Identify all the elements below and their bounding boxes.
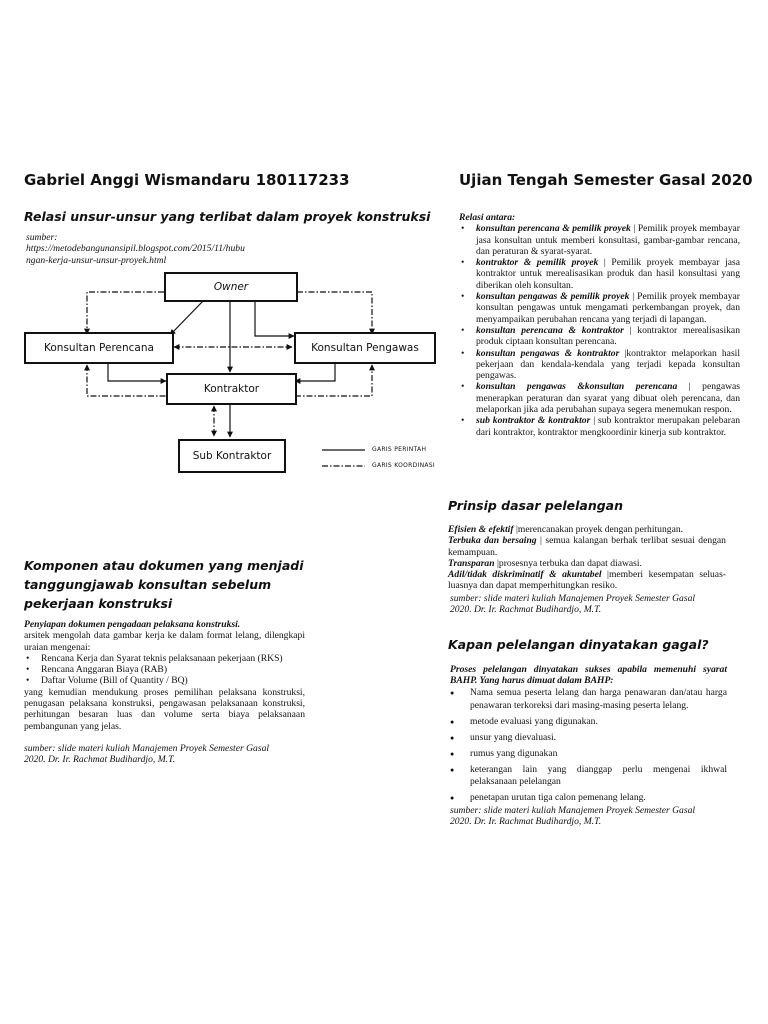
list-item: [459, 325, 740, 348]
relasi-term: konsultan pengawas &konsultan perencana: [476, 381, 678, 393]
relasi-desc: | Pemilik proyek membayar jasa konsultan untuk memberi konsultasi, gambar-gambar rencana, dan peraturan & syarat-syarat.: [476, 223, 740, 257]
line-perencana-kontraktor: [108, 364, 166, 381]
list-item: ● metode evaluasi yang digunakan.: [450, 716, 727, 729]
prinsip-term: Efisien & efektif: [448, 524, 514, 535]
prinsip-desc: |memberi kesempatan seluas-luasnya dan dapat memperhitungkan resiko.: [448, 569, 726, 592]
prinsip-body: [448, 524, 726, 592]
prinsip-item: [448, 558, 726, 569]
list-item: ● penetapan urutan tiga calon pemenang lelang.: [450, 792, 727, 805]
source-url-line-1: https://metodebangunansipil.blogspot.com/2015/11/hubu: [26, 243, 245, 255]
kontraktor-box: Kontraktor: [166, 373, 297, 405]
relasi-antara: [459, 212, 740, 438]
prinsip-desc: |merencanakan proyek dengan perhitungan.: [513, 524, 684, 535]
komponen-title-line: tanggungjawab konsultan sebelum: [24, 577, 272, 592]
relasi-term: konsultan pengawas & kontraktor: [476, 347, 620, 359]
relasi-desc: | sub kontraktor merupakan pelebaran dari kontraktor, kontraktor mengkoordinir kinerja sub kontraktor.: [476, 415, 740, 438]
author-heading: Gabriel Anggi Wismandaru 180117233: [24, 171, 350, 189]
relasi-desc: | Pemilik proyek membayar jasa kontraktor untuk merealisasikan produk dan hasil konsultasi yang diberikan oleh konsultan.: [476, 257, 740, 291]
owner-box: Owner: [164, 272, 298, 302]
list-item: [459, 257, 740, 291]
relasi-desc: | pengawas menerapkan peraturan dan syarat yang dibuat oleh perencana, dan melaporkan jika ada perubahan supaya segera menemukan respon.: [476, 381, 740, 416]
relasi-term: sub kontraktor & kontraktor: [476, 415, 591, 427]
komponen-title-line: pekerjaan konstruksi: [24, 596, 173, 611]
list-item: ● Nama semua peserta lelang dan harga penawaran dan/atau harga penawaran terkoreksi dari masing-masing peserta lelang.: [450, 687, 727, 712]
coord-owner-pengawas: [297, 292, 372, 334]
prinsip-title: Prinsip dasar pelelangan: [448, 498, 624, 513]
prinsip-desc: | semua kalangan berhak terlibat sesuai dengan kemampuan.: [448, 535, 726, 558]
prinsip-item: [448, 535, 726, 558]
komponen-list: [24, 653, 305, 687]
komponen-title: [24, 556, 324, 613]
list-item: • Daftar Volume (Bill of Quantity / BQ): [24, 675, 305, 686]
relasi-term: kontraktor & pemilik proyek: [476, 257, 599, 269]
source-line: sumber: slide materi kuliah Manajemen Proyek Semester Gasal: [24, 743, 270, 754]
line-owner-pengawas: [255, 300, 294, 336]
komponen-source: [24, 743, 324, 766]
source-line: 2020. Dr. Ir. Rachmat Budihardjo, M.T.: [24, 754, 176, 766]
source-url-line-2: ngan-kerja-unsur-unsur-proyek.html: [26, 254, 167, 266]
source-line: sumber: slide materi kuliah Manajemen Proyek Semester Gasal: [450, 805, 696, 816]
prinsip-term: Transparan: [448, 557, 495, 569]
relasi-desc: | kontraktor merealisasikan produk ciptaan konsultan perencana.: [476, 324, 740, 348]
relasi-desc: |kontraktor melaporkan hasil pekerjaan dan kendala-kendala yang terjadi kepada konsultan pengawas.: [476, 347, 741, 382]
prinsip-item: [448, 569, 726, 592]
komponen-body: [24, 619, 305, 732]
list-item: ● rumus yang digunakan: [450, 748, 727, 761]
prinsip-desc: |prosesnya terbuka dan dapat diawasi.: [494, 557, 642, 569]
relasi-term: konsultan perencana & pemilik proyek: [476, 223, 631, 235]
prinsip-source: [450, 593, 740, 616]
prinsip-item: [448, 524, 726, 535]
legend-perintah-label: GARIS PERINTAH: [372, 446, 427, 453]
list-item: ● unsur yang dievaluasi.: [450, 732, 727, 745]
komponen-title-line: Komponen atau dokumen yang menjadi: [24, 558, 304, 573]
list-item: [459, 223, 740, 257]
list-item: [459, 381, 740, 415]
list-item: [459, 291, 740, 325]
konsultan-pengawas-box: Konsultan Pengawas: [294, 332, 436, 364]
gagal-source: [450, 805, 740, 828]
list-item: [459, 348, 740, 382]
relasi-antara-list: [459, 223, 740, 438]
komponen-subheading: Penyiapan dokumen pengadaan pelaksana konstruksi.: [24, 619, 241, 630]
relasi-desc: | Pemilik proyek membayar konsultan pengawas untuk mengamati perkembangan proyek, dan menyampaikan perubahan rencana yang terjadi di lapangan.: [476, 291, 740, 325]
legend-koordinasi-label: GARIS KOORDINASI: [372, 462, 435, 469]
relasi-antara-heading: Relasi antara:: [459, 212, 516, 223]
prinsip-term: Adil/tidak diskriminatif & akuntabel: [448, 569, 602, 581]
bahp-list: [450, 687, 727, 805]
exam-heading: Ujian Tengah Semester Gasal 2020: [459, 171, 753, 189]
sub-kontraktor-box: Sub Kontraktor: [178, 439, 286, 473]
konsultan-perencana-box: Konsultan Perencana: [24, 332, 174, 364]
list-item: • Rencana Anggaran Biaya (RAB): [24, 664, 305, 675]
source-line: sumber: slide materi kuliah Manajemen Proyek Semester Gasal: [450, 593, 696, 604]
source-line: 2020. Dr. Ir. Rachmat Budihardjo, M.T.: [450, 604, 602, 616]
relasi-term: konsultan perencana & kontraktor: [476, 324, 624, 336]
coord-owner-perencana: [87, 292, 164, 334]
relasi-term: konsultan pengawas & pemilik proyek: [476, 291, 630, 303]
gagal-title: Kapan pelelangan dinyatakan gagal?: [448, 637, 709, 652]
list-item: ● keterangan lain yang dianggap perlu mengenai ikhwal pelaksanaan pelelangan: [450, 764, 727, 789]
gagal-body: [450, 687, 727, 809]
source-line: 2020. Dr. Ir. Rachmat Budihardjo, M.T.: [450, 816, 602, 828]
source-label: sumber:: [26, 232, 58, 243]
gagal-lead: Proses pelelangan dinyatakan sukses apabila memenuhi syarat BAHP. Yang harus dimuat dalam BAHP:: [450, 664, 727, 687]
komponen-intro: arsitek mengolah data gambar kerja ke dalam format lelang, dilengkapi uraian mengenai:: [24, 630, 305, 653]
list-item: • Rencana Kerja dan Syarat teknis pelaksanaan pekerjaan (RKS): [24, 653, 305, 664]
prinsip-term: Terbuka dan bersaing: [448, 535, 537, 547]
relasi-title: Relasi unsur-unsur yang terlibat dalam proyek konstruksi: [24, 209, 431, 224]
komponen-outro: yang kemudian mendukung proses pemilihan pelaksana konstruksi, penugasan pelaksana konstruksi, pengawasan pelaksanaan konstruksi, perhitungan besaran luas dan volume serta biaya pelaksanaan pembangunan yang jelas.: [24, 686, 305, 732]
line-owner-perencana: [170, 300, 204, 335]
list-item: [459, 415, 740, 438]
line-pengawas-kontraktor: [295, 364, 335, 381]
